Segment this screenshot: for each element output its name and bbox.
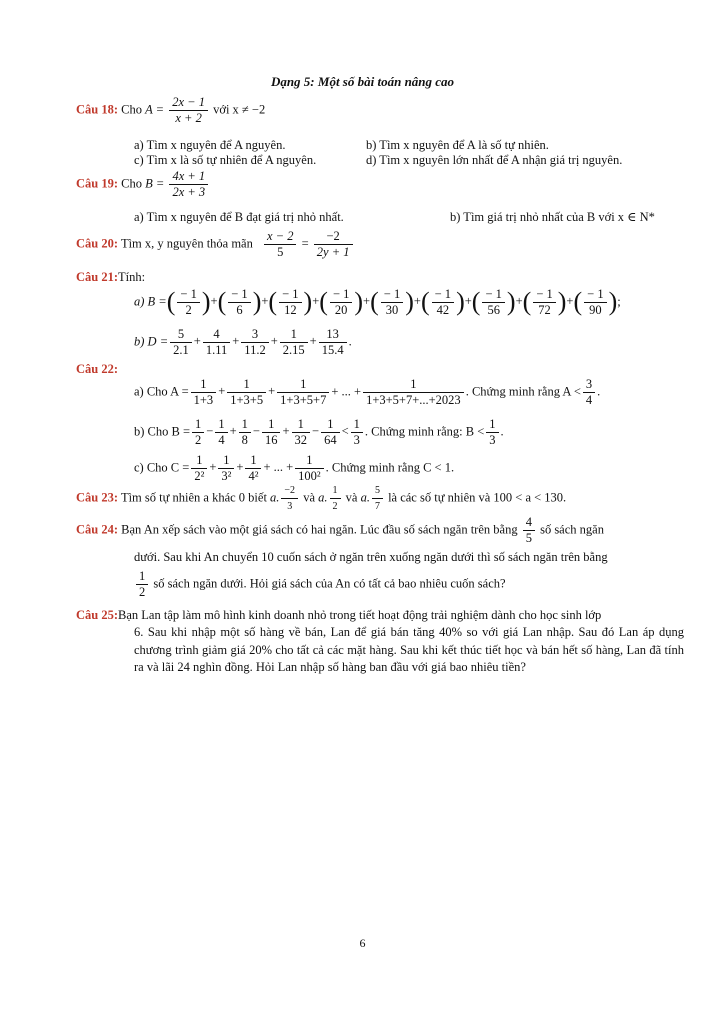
question-22: [76, 360, 118, 379]
q22-a-prefix: a) Cho A =: [134, 384, 189, 399]
q24-fraction-2: $\frac{1}{2}$: [136, 570, 148, 599]
q23-fraction-2: $\frac{1}{2}$: [330, 484, 341, 513]
paren-open: (: [166, 287, 176, 317]
q22-c-prefix: c) Cho C =: [134, 460, 190, 475]
paren-close: ): [506, 287, 516, 317]
q24-line-2: dưới. Sau khi An chuyển 10 cuốn sách ở ngăn trên xuống ngăn dưới thì số sách ngăn trên bằng: [134, 550, 608, 564]
paren-open: (: [268, 287, 278, 317]
paren-open: (: [217, 287, 227, 317]
q24-line-1: Bạn An xếp sách vào một giá sách có hai ngăn. Lúc đầu số sách ngăn trên bằng: [121, 522, 518, 537]
q22-c-term: $\frac{1}{\text{100²}}$: [295, 454, 324, 483]
plus-sign: +: [268, 384, 276, 399]
q25-body: 6. Sau khi nhập một số hàng về bán, Lan để giá bán tăng 40% so với giá Lan nhập. Sau đó Lan áp dụng chương trình giảm giá 20% cho tất cả các mặt hàng. Sau khi kết thúc tiết học và bán hết số hàng, Lan đã tính ra và lãi 24 nghìn đồng. Hỏi Lan nhập số hàng ban đầu với giá bao nhiêu tiền?: [134, 625, 684, 674]
paren-open: (: [573, 287, 583, 317]
q20-equals: =: [301, 236, 309, 251]
plus-sign: +: [270, 334, 278, 349]
q18-condition: với x ≠ −2: [213, 102, 266, 117]
paren-open: (: [370, 287, 379, 317]
question-18: [76, 96, 685, 125]
paren-close: ): [557, 287, 567, 317]
q22-c-terms: [189, 453, 325, 483]
plus-sign: +: [209, 460, 217, 475]
plus-sign: +: [464, 294, 472, 309]
q20-text: Tìm x, y nguyên thỏa mãn: [120, 236, 253, 251]
q22-b-term: $\frac{1}{16}$: [262, 418, 281, 447]
q22-a-term: $\frac{1}{1+3}$: [191, 378, 217, 407]
q23-fraction-1: $\frac{-2}{3}$: [281, 484, 298, 513]
paren-close: ): [456, 287, 465, 317]
q21-a-prefix: a) B =: [134, 294, 167, 309]
q22-c-term: $\frac{1}{\text{3²}}$: [218, 454, 234, 483]
q22-b-term: $\frac{1}{32}$: [292, 418, 311, 447]
q21-b-prefix: b) D =: [134, 334, 169, 349]
q22-part-c: [134, 454, 454, 483]
plus-sign: +: [566, 294, 574, 309]
question-20: [76, 230, 685, 259]
q22-a-rhs: $\frac{3}{4}$: [583, 378, 595, 407]
q21-b-term: $\frac{3}{11.2}$: [241, 328, 268, 357]
question-21-label: Câu 21:: [76, 270, 119, 284]
paren-close: ): [252, 287, 262, 317]
q21-a-term: $\frac{- 1}{90}$: [584, 288, 606, 317]
q19-fraction: $\frac{4x + 1}{2x + 3}$: [169, 170, 208, 199]
paren-open: (: [420, 287, 430, 317]
q22-b-term: $\frac{1}{4}$: [215, 418, 227, 447]
q18-part-a: a) Tìm x nguyên để A nguyên.: [134, 138, 286, 152]
q22-b-term: $\frac{1}{8}$: [239, 418, 251, 447]
plus-sign: +: [309, 334, 317, 349]
q19-lhs: B =: [145, 176, 165, 191]
operator-sign: +: [282, 424, 290, 439]
operator-sign: +: [229, 424, 237, 439]
q21-part-a: [134, 288, 621, 317]
q24-fraction-1: $\frac{4}{5}$: [523, 516, 535, 545]
page-number: 6: [359, 936, 366, 950]
q21-a-end: ;: [617, 294, 621, 309]
section-title: Dạng 5: Một số bài toán nâng cao: [270, 74, 455, 89]
q23-text-2: là các số tự nhiên và 100 < a < 130.: [388, 490, 567, 505]
q22-a-term: $\frac{1}{1+3+5+7}$: [277, 378, 329, 407]
plus-sign: +: [312, 294, 320, 309]
paren-close: ): [405, 287, 414, 317]
question-18-label: Câu 18:: [76, 102, 119, 117]
q23-text-1: Tìm số tự nhiên a khác 0 biết: [120, 490, 267, 505]
plus-sign: +: [232, 334, 240, 349]
q20-fraction-left: $\frac{x - 2}{5}$: [264, 230, 296, 259]
question-23: Câu 23: Tìm số tự nhiên a khác 0 biết a. $\frac{-2}{3}$ và a. $\frac{1}{2}$ và a. $\frac{5}{7}$ là các số tự nhiên và 100 < a < 130.: [76, 485, 567, 512]
operator-sign: −: [312, 424, 320, 439]
question-24-label: Câu 24:: [76, 522, 119, 537]
q19-part-b: b) Tìm giá trị nhỏ nhất của B với x ∈ N*: [450, 210, 655, 224]
q23-and-2: và: [345, 490, 358, 505]
q24-line-1b: số sách ngăn: [540, 522, 604, 537]
q20-fraction-right: $\frac{-2}{2y + 1}$: [314, 230, 353, 259]
q22-part-b: b) Cho B = $\frac{1}{2}$ − $\frac{1}{4}$ + $\frac{1}{8}$ − $\frac{1}{16}$ + $\frac{1}{32}$ − $\frac{1}{64}$ < $\frac{1}{3}$ . Chứng minh rằng: B < $\frac{1}{3}$ .: [134, 417, 504, 447]
plus-sign: +: [210, 294, 218, 309]
q22-b-term: $\frac{1}{64}$: [321, 418, 340, 447]
q22-b-terms: [190, 417, 365, 447]
q22-b-term: $\frac{1}{3}$: [351, 418, 363, 447]
plus-sign: +: [363, 294, 371, 309]
q21-a-term: $\frac{- 1}{2}$: [177, 288, 199, 317]
question-24-line-1: [76, 516, 684, 545]
paren-close: ): [354, 287, 364, 317]
question-23-label: Câu 23:: [76, 490, 119, 505]
paren-close: ): [201, 287, 211, 317]
q22-a-last-term: $\frac{1}{1+3+5+7+...+2023}$: [363, 378, 464, 407]
question-19: [76, 170, 685, 199]
q22-a-dots: + ... +: [331, 384, 362, 399]
paren-open: (: [319, 287, 328, 317]
q22-c-term: $\frac{1}{\text{4²}}$: [245, 454, 261, 483]
question-25-label: Câu 25:: [76, 608, 119, 622]
q22-c-claim: . Chứng minh rằng C < 1.: [325, 460, 455, 475]
q19-intro: Cho: [121, 176, 142, 191]
q22-b-rhs: $\frac{1}{3}$: [486, 418, 498, 447]
paren-open: (: [522, 287, 532, 317]
q22-a-terms: [189, 377, 332, 407]
question-19-label: Câu 19:: [76, 176, 119, 191]
q21-b-term: $\frac{5}{2.1}$: [170, 328, 192, 357]
q21-a-term: $\frac{- 1}{20}$: [330, 288, 352, 317]
q22-c-term: $\frac{1}{\text{2²}}$: [191, 454, 207, 483]
q21-a-term: $\frac{- 1}{6}$: [228, 288, 250, 317]
q21-a-term: $\frac{- 1}{12}$: [279, 288, 301, 317]
q19-part-a: a) Tìm x nguyên để B đạt giá trị nhỏ nhất.: [134, 210, 344, 224]
q18-part-b: b) Tìm x nguyên để A là số tự nhiên.: [366, 138, 549, 152]
question-22-label: Câu 22:: [76, 362, 119, 376]
plus-sign: +: [261, 294, 269, 309]
q21-b-term: $\frac{4}{1.11}$: [203, 328, 230, 357]
q18-part-c: c) Tìm x là số tự nhiên để A nguyên.: [134, 153, 317, 167]
plus-sign: +: [193, 334, 201, 349]
q21-a-terms: [166, 287, 621, 317]
q18-fraction: $\frac{2x - 1}{x + 2}$: [169, 96, 208, 125]
plus-sign: + ... +: [263, 460, 294, 475]
q21-b-term: $\frac{1}{2.15}$: [280, 328, 308, 357]
q24-line-3: [134, 570, 506, 599]
plus-sign: +: [218, 384, 226, 399]
q22-part-a: a) Cho A = $\frac{1}{1+3}$ + $\frac{1}{1+3+5}$ + $\frac{1}{1+3+5+7}$ + ... + $\frac{1}{1+3+5+7+...+2023}$ . Chứng minh rằng A < $\frac{3}{4}$ .: [134, 377, 601, 407]
q21-a-term: $\frac{- 1}{72}$: [533, 288, 555, 317]
paren-close: ): [303, 287, 313, 317]
q21-part-b: [134, 328, 352, 357]
q21-a-term: $\frac{- 1}{56}$: [482, 288, 504, 317]
question-25-line-1: [76, 606, 684, 625]
plus-sign: +: [515, 294, 523, 309]
operator-sign: <: [341, 424, 349, 439]
operator-sign: −: [206, 424, 214, 439]
paren-open: (: [471, 287, 481, 317]
q22-b-prefix: b) Cho B =: [134, 424, 191, 439]
q22-b-claim: . Chứng minh rằng: B <: [364, 424, 485, 439]
q18-part-d: d) Tìm x nguyên lớn nhất để A nhận giá trị nguyên.: [366, 153, 623, 167]
plus-sign: +: [236, 460, 244, 475]
q21-b-term: $\frac{13}{15.4}$: [319, 328, 347, 357]
q22-b-term: $\frac{1}{2}$: [192, 418, 204, 447]
q23-and-1: và: [303, 490, 315, 505]
q21-b-end: .: [348, 334, 352, 349]
q21-a-term: $\frac{- 1}{30}$: [381, 288, 403, 317]
q18-lhs: A =: [145, 102, 165, 117]
q18-intro: Cho: [121, 102, 142, 117]
q25-line-1: Bạn Lan tập làm mô hình kinh doanh nhỏ trong tiết hoạt động trải nghiệm dành cho học sinh lớp: [118, 608, 602, 622]
q21-text: Tính:: [118, 270, 146, 284]
q24-line-3-text: số sách ngăn dưới. Hỏi giá sách của An có tất cả bao nhiêu cuốn sách?: [153, 576, 506, 591]
q23-fraction-3: $\frac{5}{7}$: [372, 484, 383, 513]
q22-a-term: $\frac{1}{1+3+5}$: [227, 378, 266, 407]
operator-sign: −: [252, 424, 260, 439]
question-20-label: Câu 20:: [76, 236, 119, 251]
q21-b-terms: [168, 327, 348, 357]
q22-a-claim: . Chứng minh rằng A <: [465, 384, 581, 399]
plus-sign: +: [413, 294, 421, 309]
q21-a-term: $\frac{- 1}{42}$: [432, 288, 454, 317]
paren-close: ): [608, 287, 618, 317]
question-21: [76, 268, 145, 287]
